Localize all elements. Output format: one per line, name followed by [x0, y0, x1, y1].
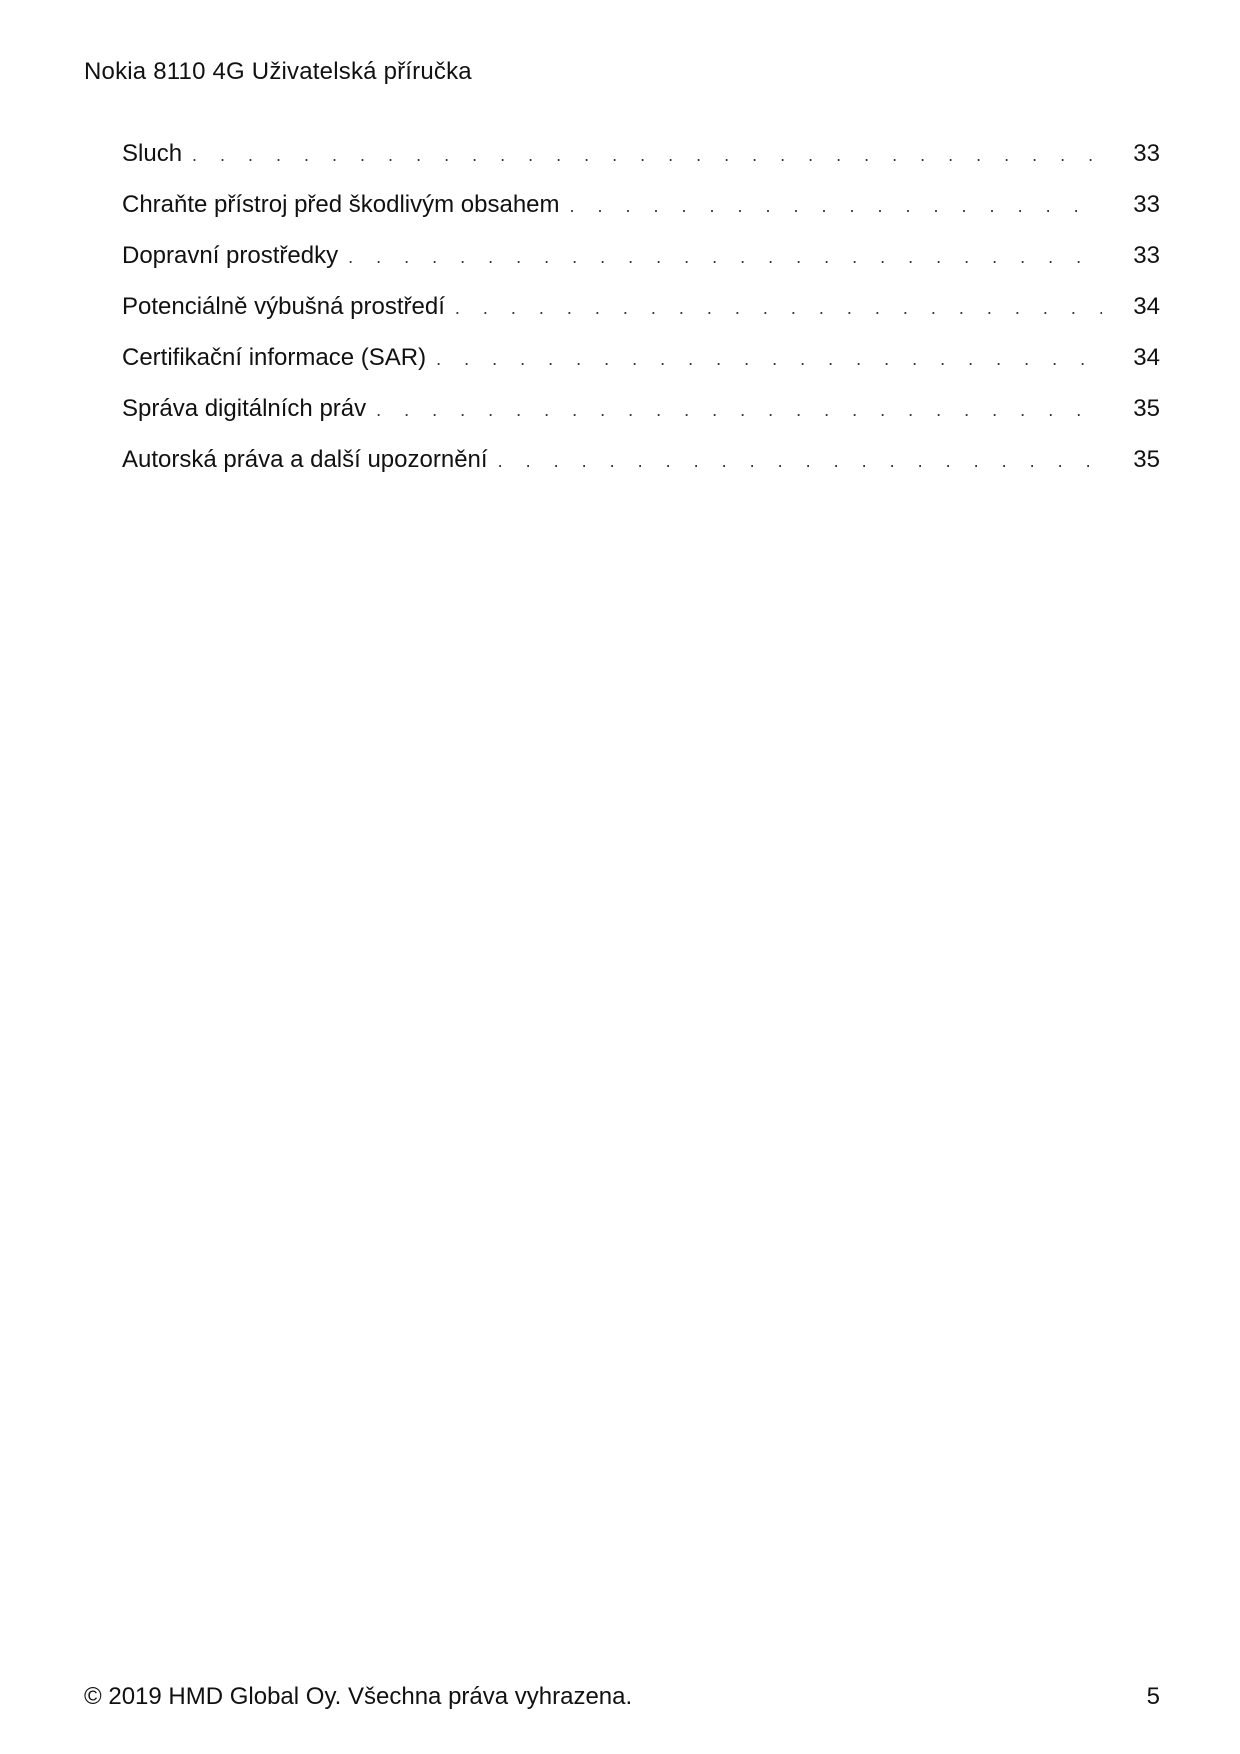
- toc-entry-title: Správa digitálních práv: [122, 395, 367, 422]
- toc-entry[interactable]: [122, 344, 1160, 395]
- toc-dot-leader: [192, 145, 1102, 166]
- toc-entry-page: 33: [1133, 191, 1160, 218]
- toc-dot-leader: [376, 400, 1102, 421]
- table-of-contents: [122, 140, 1160, 497]
- toc-dot-leader: [498, 451, 1102, 472]
- toc-entry-page: 33: [1133, 242, 1160, 269]
- toc-entry-page: 35: [1133, 395, 1160, 422]
- page-footer: [84, 1683, 1160, 1711]
- toc-entry[interactable]: [122, 446, 1160, 497]
- toc-entry-title: Sluch: [122, 140, 183, 167]
- toc-entry-title: Autorská práva a další upozornění: [122, 446, 488, 473]
- toc-entry[interactable]: [122, 140, 1160, 191]
- toc-entry-page: 35: [1133, 446, 1160, 473]
- toc-entry-title: Dopravní prostředky: [122, 242, 339, 269]
- toc-entry[interactable]: [122, 242, 1160, 293]
- toc-entry-title: Potenciálně výbušná prostředí: [122, 293, 445, 320]
- toc-entry-title: Certifikační informace (SAR): [122, 344, 427, 371]
- toc-entry-title: Chraňte přístroj před škodlivým obsahem: [122, 191, 560, 218]
- toc-entry[interactable]: [122, 293, 1160, 344]
- toc-entry-page: 33: [1133, 140, 1160, 167]
- toc-dot-leader: [436, 349, 1102, 370]
- toc-entry[interactable]: [122, 191, 1160, 242]
- toc-dot-leader: [455, 298, 1102, 319]
- toc-dot-leader: [348, 247, 1102, 268]
- copyright-notice: © 2019 HMD Global Oy. Všechna práva vyhrazena.: [84, 1683, 633, 1710]
- toc-dot-leader: [570, 196, 1102, 217]
- toc-entry-page: 34: [1133, 344, 1160, 371]
- document-title: Nokia 8110 4G Uživatelská příručka: [84, 58, 472, 85]
- page-number: 5: [1146, 1683, 1160, 1710]
- toc-entry-page: 34: [1133, 293, 1160, 320]
- toc-entry[interactable]: [122, 395, 1160, 446]
